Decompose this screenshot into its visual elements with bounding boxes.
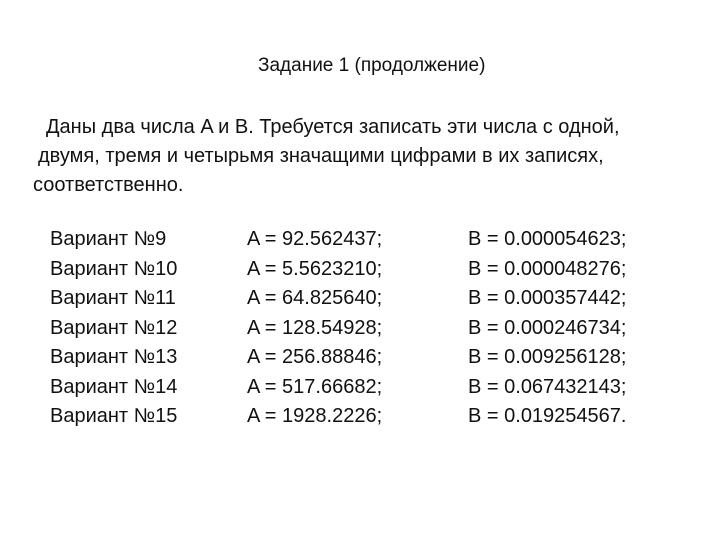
variant-label: Вариант №14 <box>50 375 178 398</box>
variant-value-b: B = 0.000246734; <box>468 316 627 339</box>
variants-table <box>0 225 720 432</box>
task-description-line-3: соответственно. <box>33 174 184 196</box>
variant-label: Вариант №10 <box>50 257 178 280</box>
variant-value-a: A = 5.5623210; <box>247 257 383 280</box>
variant-value-a: A = 256.88846; <box>247 346 383 368</box>
variant-value-b: B = 0.019254567. <box>468 405 627 427</box>
variant-label: Вариант №12 <box>50 316 178 339</box>
variant-row <box>0 373 720 403</box>
slide-title: Задание 1 (продолжение) <box>258 55 486 76</box>
variant-row <box>0 255 720 285</box>
variant-value-a: A = 1928.2226; <box>247 405 383 427</box>
task-description-line-2: двумя, тремя и четырьмя значащими цифрами в их записях, <box>38 145 604 167</box>
variant-row <box>0 314 720 344</box>
variant-value-b: B = 0.067432143; <box>468 375 627 398</box>
variant-value-b: B = 0.000048276; <box>468 257 627 280</box>
variant-value-a: A = 64.825640; <box>247 287 383 309</box>
variant-value-a: A = 128.54928; <box>247 316 383 339</box>
variant-row <box>0 225 720 255</box>
variant-value-b: B = 0.000054623; <box>468 228 627 250</box>
variant-value-b: B = 0.000357442; <box>468 287 627 309</box>
variant-value-a: A = 517.66682; <box>247 375 383 398</box>
task-description <box>0 113 720 200</box>
variant-row <box>0 402 720 432</box>
variant-label: Вариант №15 <box>50 405 178 427</box>
variant-row <box>0 343 720 373</box>
variant-label: Вариант №11 <box>50 287 176 309</box>
task-description-line-1: Даны два числа A и B. Требуется записать эти числа с одной, <box>46 116 620 138</box>
variant-row <box>0 284 720 314</box>
variant-value-b: B = 0.009256128; <box>468 346 627 368</box>
variant-label: Вариант №9 <box>50 228 167 250</box>
variant-label: Вариант №13 <box>50 346 178 368</box>
variant-value-a: A = 92.562437; <box>247 228 383 250</box>
